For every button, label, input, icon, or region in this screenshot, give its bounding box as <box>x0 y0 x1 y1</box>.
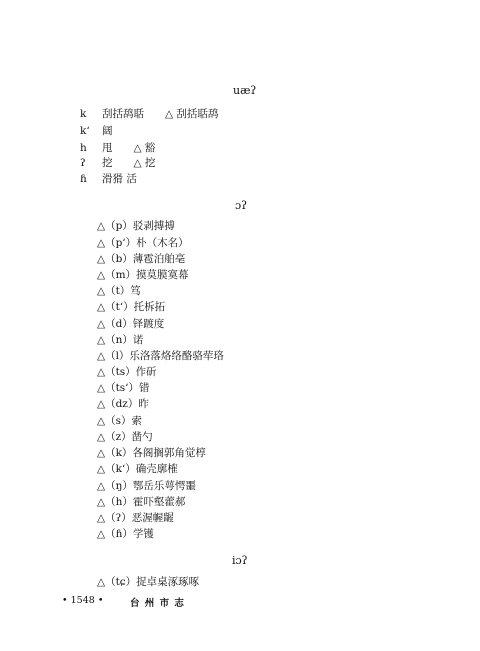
entry-row: △（d）铎踱度 <box>97 318 165 330</box>
entry-row: △（t）笃 <box>97 285 141 297</box>
entry-row: △（s）索 <box>97 415 142 427</box>
entry-row: △（tɕ）捉卓桌涿琢啄 <box>97 576 200 588</box>
entry-row: △（dz）昨 <box>97 398 149 410</box>
entry-row <box>80 171 137 186</box>
entry-text: 挖 △ 挖 <box>102 157 156 169</box>
initial-consonant: ʔ <box>80 157 86 169</box>
entry-row: △（l）乐洛落烙络酪骆荦珞 <box>97 350 224 362</box>
section-heading-io: iɔʔ <box>232 554 248 567</box>
entry-text: 刮括鸹聒 △ 刮括聒鸹 <box>102 108 219 120</box>
initial-consonant: k <box>80 108 87 120</box>
entry-row <box>80 106 218 121</box>
entry-row: △（p）驳剥搏搏 <box>97 220 175 232</box>
section-heading-uae: uæʔ <box>233 84 257 97</box>
entry-row: △（z）凿勺 <box>97 431 153 443</box>
entry-row: △（m）摸莫膜寞幕 <box>97 269 189 281</box>
entry-row <box>80 140 155 155</box>
entry-row: △（n）诺 <box>97 334 144 346</box>
initial-consonant: ɦ <box>80 173 87 185</box>
entry-row: △（ʔ）恶渥幄龌 <box>97 512 174 524</box>
entry-row: △（tsʻ）错 <box>97 382 150 394</box>
entry-row: △（tʻ）托柝拓 <box>97 301 166 313</box>
entry-row: △（pʻ）朴（木名） <box>97 237 189 249</box>
entry-row: △（ts）作斫 <box>97 366 157 378</box>
entry-row <box>80 123 113 138</box>
entry-text: 阔 <box>102 125 113 137</box>
entry-row: △（b）薄雹泊舶亳 <box>97 253 186 265</box>
entry-row: △（k）各阁搁郭角觉椁 <box>97 447 206 459</box>
page-number: • 1548 • <box>62 595 104 606</box>
initial-consonant: h <box>80 142 87 154</box>
entry-row: △（ɦ）学镬 <box>97 528 154 540</box>
entry-text: 滑猾 活 <box>102 173 137 185</box>
entry-row: △（h）霍吓壑藿郝 <box>97 496 186 508</box>
entry-row: △（kʻ）确壳廓榷 <box>97 463 178 475</box>
entry-row: △（ŋ）鄂岳乐萼愕噩 <box>97 480 196 492</box>
section-heading-o: ɔʔ <box>235 199 248 212</box>
initial-consonant: kʻ <box>80 125 90 137</box>
entry-row <box>80 155 155 170</box>
book-title: 台 州 市 志 <box>130 598 185 609</box>
entry-text: 甩 △ 豁 <box>102 142 156 154</box>
